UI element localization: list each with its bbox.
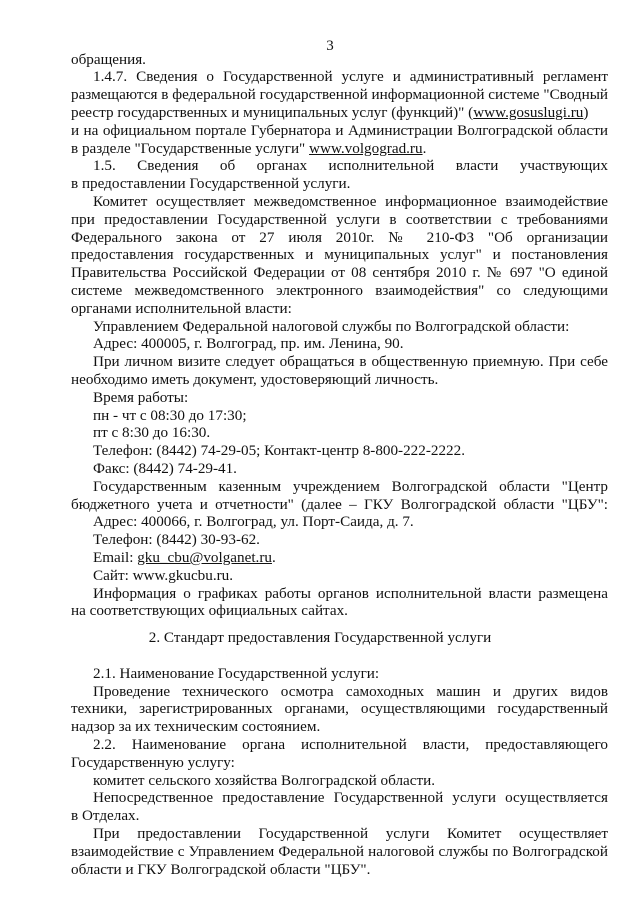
text-line: техники, зарегистрированных органами, осуществляющими государственный: [71, 700, 608, 718]
text-line: [71, 104, 608, 122]
text-line: Сайт: www.gkucbu.ru.: [93, 566, 234, 584]
text-line: Комитет осуществляет межведомственное информационное взаимодействие: [93, 192, 608, 210]
text-line: органами исполнительной власти:: [71, 299, 292, 317]
text-line: при предоставлении Государственной услуги в соответствии с требованиями: [71, 210, 608, 228]
text-fragment: .: [271, 549, 276, 567]
text-line: Время работы:: [93, 388, 189, 406]
text-line: пт с 8:30 до 16:30.: [93, 424, 211, 442]
text-line: Управлением Федеральной налоговой службы по Волгоградской области:: [93, 317, 570, 335]
text-line: и на официальном портале Губернатора и Администрации Волгоградской области: [71, 121, 608, 139]
email-link[interactable]: gku_cbu@volganet.ru: [137, 549, 272, 567]
text-line: комитет сельского хозяйства Волгоградской области.: [93, 771, 435, 789]
text-line: 2.1. Наименование Государственной услуги:: [93, 664, 380, 682]
text-line: пн - чт с 08:30 до 17:30;: [93, 406, 247, 424]
text-line: Проведение технического осмотра самоходных машин и других видов: [93, 682, 608, 700]
text-line: При предоставлении Государственной услуги Комитет осуществляет: [93, 824, 608, 842]
text-line: Адрес: 400005, г. Волгоград, пр. им. Ленина, 90.: [93, 335, 404, 353]
text-line: 1.4.7. Сведения о Государственной услуге и административный регламент: [93, 68, 608, 86]
text-line: Правительства Российской Федерации от 08 сентября 2010 г. № 697 "О единой: [71, 264, 608, 282]
text-line: Государственную услугу:: [71, 753, 235, 771]
text-line: надзор за их техническим состоянием.: [71, 718, 321, 736]
text-line: Непосредственное предоставление Государственной услуги осуществляется: [93, 789, 608, 807]
gosuslugi-link[interactable]: www.gosuslugi.ru: [473, 103, 584, 121]
text-line: Адрес: 400066, г. Волгоград, ул. Порт-Саида, д. 7.: [93, 513, 414, 531]
text-line: 1.5. Сведения об органах исполнительной власти участвующих: [93, 157, 608, 175]
text-line: в Отделах.: [71, 807, 140, 825]
text-line: размещаются в федеральной государственной информационной системе "Сводный: [71, 86, 608, 104]
text-line: [93, 549, 608, 567]
text-line: Факс: (8442) 74-29-41.: [93, 460, 237, 477]
text-fragment: (: [464, 103, 474, 121]
text-line: бюджетного учета и отчетности" (далее – ГКУ Волгоградской области "ЦБУ":: [71, 495, 608, 513]
text-line: Телефон: (8442) 74-29-05; Контакт-центр 8-800-222-2222.: [93, 442, 465, 460]
text-line: Государственным казенным учреждением Волгоградской области "Центр: [93, 477, 608, 495]
text-line: [71, 140, 608, 158]
page-number: 3: [326, 38, 334, 54]
text-line: предоставления государственных и муниципальных услуг" и постановления: [71, 246, 608, 264]
volgograd-link[interactable]: www.volgograd.ru: [309, 139, 423, 157]
text-fragment: в разделе "Государственные услуги": [71, 139, 306, 157]
text-line: Телефон: (8442) 30-93-62.: [93, 531, 260, 549]
text-line: системе межведомственного электронного взаимодействия" со следующими: [71, 282, 608, 299]
section-heading: 2. Стандарт предоставления Государственной услуги: [148, 629, 492, 647]
text-line: в предоставлении Государственной услуги.: [71, 175, 351, 193]
text-line: области и ГКУ Волгоградской области "ЦБУ".: [71, 860, 371, 878]
text-line: на соответствующих официальных сайтах.: [71, 602, 348, 620]
text-fragment: ): [583, 103, 589, 121]
text-line: необходимо иметь документ, удостоверяющий личность.: [71, 371, 439, 388]
text-line: обращения.: [71, 50, 146, 68]
text-line: взаимодействие с Управлением Федеральной налоговой службы по Волгоградской: [71, 842, 608, 860]
text-line: Информация о графиках работы органов исполнительной власти размещена: [93, 584, 608, 602]
text-fragment: реестр государственных и муниципальных услуг (функций)": [71, 103, 465, 121]
text-line: При личном визите следует обращаться в общественную приемную. При себе: [93, 353, 608, 371]
text-fragment: .: [422, 139, 427, 157]
text-line: 2.2. Наименование органа исполнительной власти, предоставляющего: [93, 735, 608, 753]
text-line: Федерального закона от 27 июля 2010г. № 210-ФЗ "Об организации: [71, 228, 608, 246]
text-fragment: Email:: [93, 549, 138, 567]
